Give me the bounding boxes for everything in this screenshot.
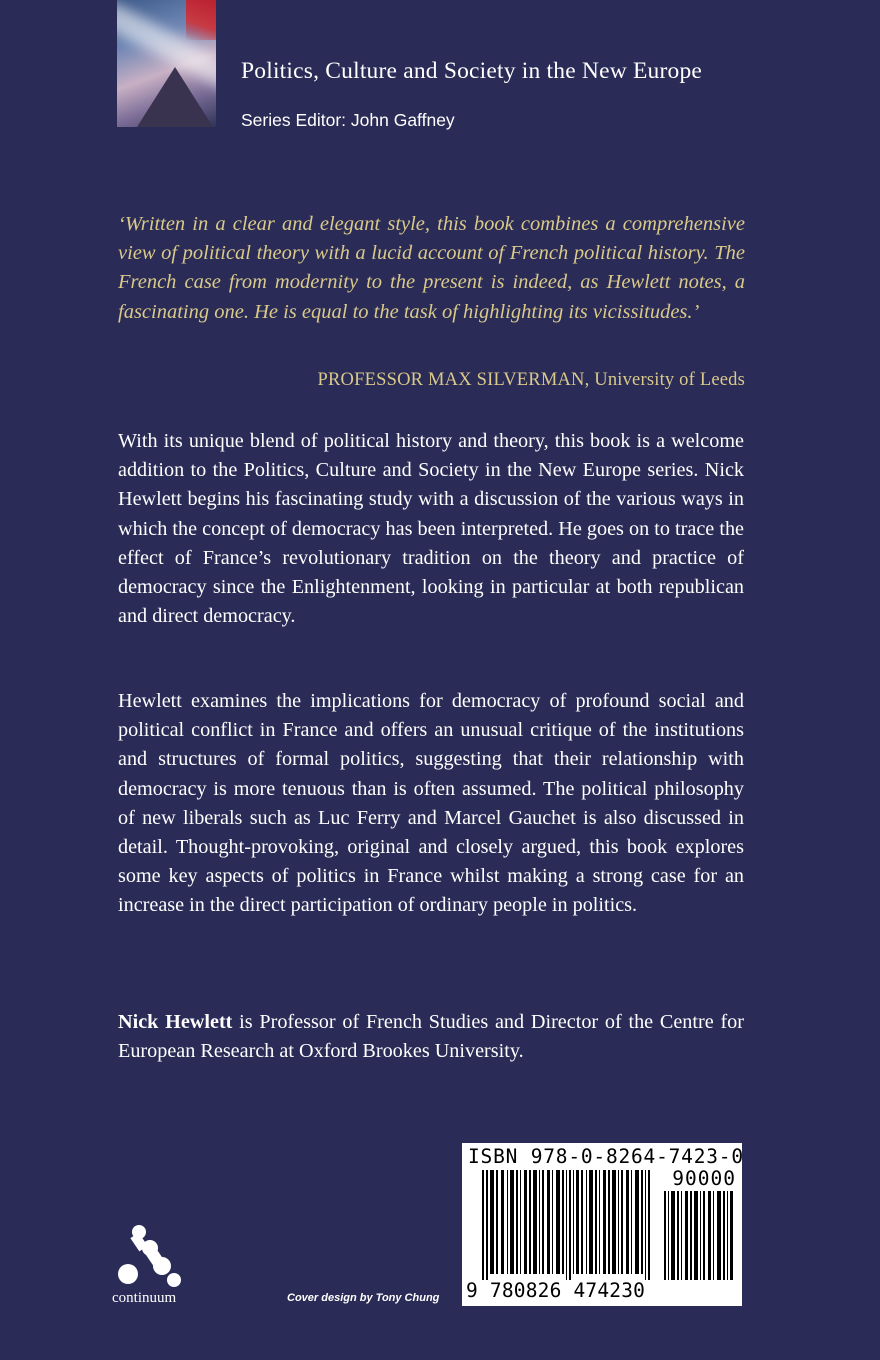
quote-attribution: PROFESSOR MAX SILVERMAN, University of Leeds	[317, 370, 745, 390]
price-code: 90000	[672, 1167, 736, 1190]
description-paragraph-2: Hewlett examines the implications for democracy of profound social and political conflict in France and offers an unusual critique of the institutions and structures of formal politics, suggesting that their relationship with democracy is more tenuous than is often assumed. The political philosophy of new liberals such as Luc Ferry and Marcel Gauchet is also discussed in detail. Thought-provoking, original and closely argued, this book explores some key aspects of politics in France whilst making a strong case for an increase in the direct participation of ordinary people in politics.	[118, 690, 744, 917]
cover-design-credit: Cover design by Tony Chung	[287, 1292, 440, 1304]
author-bio-text: is Professor of French Studies and Director of the Centre for European Research at Oxford Brookes University.	[118, 1011, 744, 1063]
series-cover-image	[117, 0, 216, 127]
flag-detail	[186, 0, 216, 40]
pyramid-silhouette	[137, 67, 213, 127]
price-barcode-bars	[662, 1191, 735, 1280]
barcode-digits: 9 780826 474230	[466, 1279, 646, 1302]
author-bio	[118, 1008, 744, 1066]
description-paragraph-1: With its unique blend of political history and theory, this book is a welcome addition to the Politics, Culture and Society in the New Europe series. Nick Hewlett begins his fascinating study with a discussion of the various ways in which the concept of democracy has been interpreted. He goes on to trace the effect of France’s revolutionary tradition on the theory and practice of democracy since the Enlightenment, looking in particular at both republican and direct democracy.	[118, 430, 744, 628]
review-quote: ‘Written in a clear and elegant style, this book combines a comprehensive view of political theory with a lucid account of French political history. The French case from modernity to the present is indeed, as Hewlett notes, a fascinating one. He is equal to the task of highlighting its vicissitudes.’	[118, 213, 745, 323]
isbn-barcode	[462, 1143, 742, 1306]
author-name: Nick Hewlett	[118, 1011, 233, 1033]
series-editor: Series Editor: John Gaffney	[241, 110, 455, 130]
publisher-name: continuum	[112, 1290, 177, 1306]
series-title: Politics, Culture and Society in the New Europe	[241, 58, 703, 84]
continuum-logo-icon	[118, 1222, 184, 1288]
isbn-label: ISBN 978-0-8264-7423-0	[468, 1145, 744, 1168]
